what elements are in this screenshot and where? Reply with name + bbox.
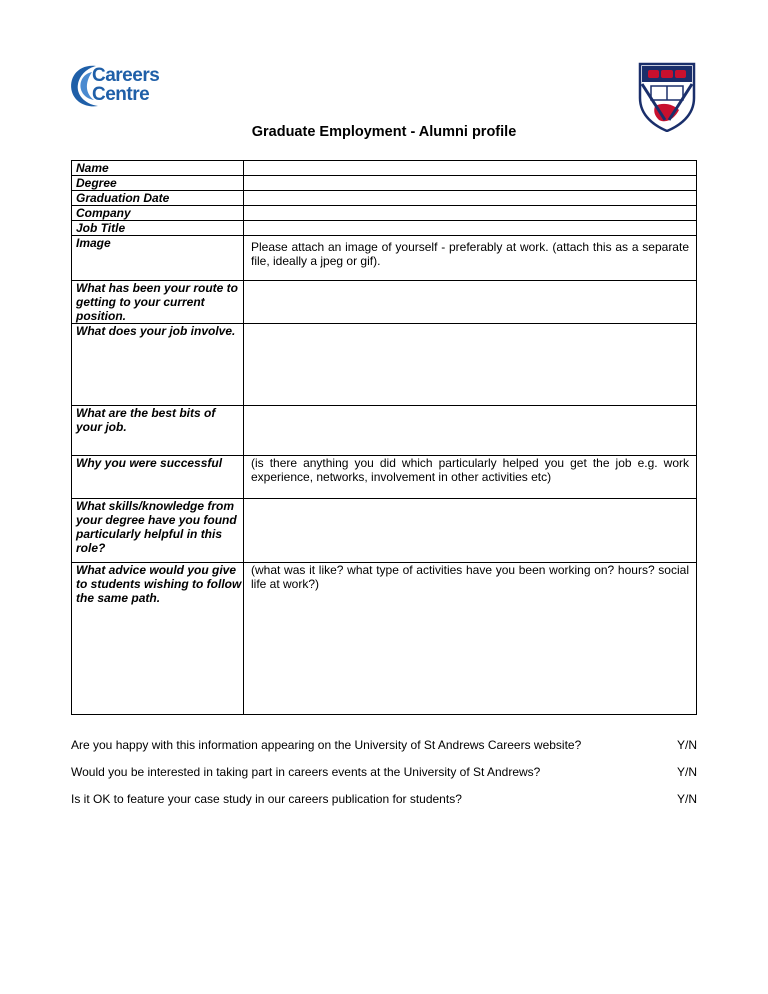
why-successful-label: Why you were successful <box>72 456 244 499</box>
yes-no-answer[interactable]: Y/N <box>676 765 697 779</box>
logo-text-careers: Careers <box>92 65 160 86</box>
degree-field[interactable] <box>244 176 697 191</box>
logo-text-centre: Centre <box>92 84 150 105</box>
page-title: Graduate Employment - Alumni profile <box>251 124 517 140</box>
advice-field[interactable] <box>244 563 697 715</box>
consent-question-publication <box>71 792 697 808</box>
skills-field[interactable] <box>244 499 697 563</box>
why-successful-hint: (is there anything you did which particularly helped you get the job e.g. work experience, networks, involvement in other activities etc) <box>251 456 689 484</box>
advice-label: What advice would you give to students wishing to follow the same path. <box>72 563 244 715</box>
route-field[interactable] <box>244 281 697 324</box>
best-bits-field[interactable] <box>244 406 697 456</box>
name-label: Name <box>72 161 244 176</box>
job-title-label: Job Title <box>72 221 244 236</box>
yes-no-answer[interactable]: Y/N <box>676 792 697 806</box>
why-successful-field[interactable] <box>244 456 697 499</box>
question-text: Is it OK to feature your case study in our careers publication for students? <box>71 792 462 806</box>
image-label: Image <box>72 236 244 281</box>
best-bits-label: What are the best bits of your job. <box>72 406 244 456</box>
name-field[interactable] <box>244 161 697 176</box>
graduation-date-label: Graduation Date <box>72 191 244 206</box>
consent-question-events <box>71 765 697 781</box>
skills-label: What skills/knowledge from your degree have you found particularly helpful in this role? <box>72 499 244 563</box>
question-text: Would you be interested in taking part in careers events at the University of St Andrews? <box>71 765 541 779</box>
degree-label: Degree <box>72 176 244 191</box>
graduation-date-field[interactable] <box>244 191 697 206</box>
question-text: Are you happy with this information appearing on the University of St Andrews Careers website? <box>71 738 582 752</box>
job-involve-label: What does your job involve. <box>72 324 244 406</box>
yes-no-answer[interactable]: Y/N <box>676 738 697 752</box>
company-label: Company <box>72 206 244 221</box>
route-label: What has been your route to getting to your current position. <box>72 281 244 324</box>
consent-question-website <box>71 738 697 754</box>
alumni-profile-form <box>71 160 697 715</box>
image-field[interactable] <box>244 236 697 281</box>
careers-centre-logo <box>66 62 166 110</box>
job-title-field[interactable] <box>244 221 697 236</box>
company-field[interactable] <box>244 206 697 221</box>
university-crest-icon <box>637 62 697 132</box>
advice-hint: (what was it like? what type of activities have you been working on? hours? social life at work?) <box>251 563 689 591</box>
job-involve-field[interactable] <box>244 324 697 406</box>
image-hint: Please attach an image of yourself - preferably at work. (attach this as a separate file, ideally a jpeg or gif). <box>251 240 689 268</box>
